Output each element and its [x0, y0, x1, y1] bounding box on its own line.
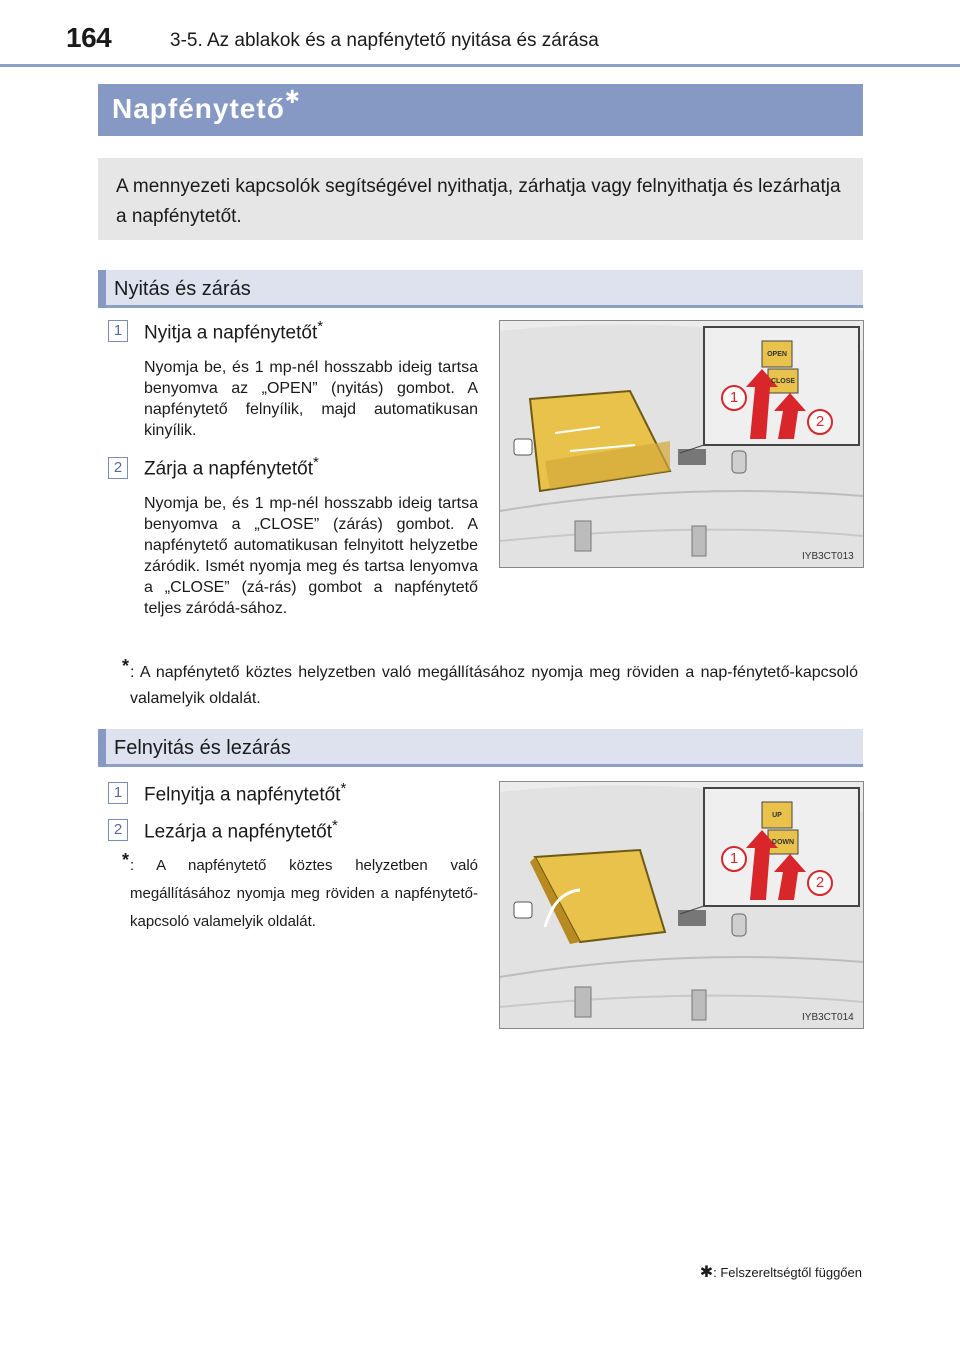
intro-box: A mennyezeti kapcsolók segítségével nyithatja, zárhatja vagy felnyithatja és lezárhatja a napfénytetőt.: [98, 158, 863, 240]
callout-2: 2: [807, 870, 833, 896]
close-button-label: CLOSE: [770, 378, 796, 385]
step-title: [144, 454, 319, 480]
light-icon: [514, 439, 532, 455]
step-title-text: Nyitja a napfénytetőt: [144, 322, 318, 344]
note-mark: *: [122, 850, 130, 870]
figure-code: IYB3CT013: [802, 551, 854, 562]
page-title: [112, 87, 301, 125]
down-button-label: DOWN: [771, 839, 795, 846]
footer-note: [700, 1262, 862, 1282]
note-text: : A napfénytető köztes helyzetben való megállításához nyomja meg röviden a napfénytető-kapcsoló valamelyik oldalát.: [130, 857, 478, 930]
light-icon: [514, 902, 532, 918]
step-title: [144, 318, 323, 344]
sunroof-illustration: [500, 782, 863, 1028]
note-text: : A napfénytető köztes helyzetben való megállításához nyomja meg röviden a nap-fénytető-kapcsoló valamelyik oldalát.: [130, 664, 858, 707]
step-title-text: Felnyitja a napfénytetőt: [144, 784, 341, 806]
step-star: *: [317, 318, 324, 335]
step-number: 1: [108, 782, 128, 804]
section-header-open-close: [98, 270, 863, 308]
open-button-label: OPEN: [767, 351, 787, 358]
sunroof-illustration: [500, 321, 863, 567]
title-star: ✱: [284, 87, 301, 107]
step-title-text: Zárja a napfénytetőt: [144, 458, 313, 480]
figure-code: IYB3CT014: [802, 1012, 854, 1023]
section-edge: [98, 270, 106, 308]
step-description: Nyomja be, és 1 mp-nél hosszabb ideig tartsa benyomva az „OPEN” (nyitás) gombot. A napfénytető felnyílik, majd automatikusan kinyílik.: [144, 359, 478, 439]
step-number: 1: [108, 320, 128, 342]
figure-open-close: [499, 320, 864, 568]
callout-1: 1: [721, 385, 747, 411]
up-button-label: UP: [772, 812, 782, 819]
step-title: [144, 780, 346, 806]
step-number: 2: [108, 457, 128, 479]
step-number: 2: [108, 819, 128, 841]
callout-1: 1: [721, 846, 747, 872]
step-star: *: [332, 817, 338, 834]
step-title-text: Lezárja a napfénytetőt: [144, 821, 333, 843]
footer-text: : Felszereltségtől függően: [713, 1265, 862, 1280]
title-bar: [98, 84, 863, 136]
section-header-tilt: [98, 729, 863, 767]
step-description: Nyomja be, és 1 mp-nél hosszabb ideig tartsa benyomva a „CLOSE” (zárás) gombot. A napfénytető automatikusan felnyitott helyzetbe záródik. Ismét nyomja meg és tartsa lenyomva a „CLOSE” (zá-rás) gombot a napfénytető teljes záródá-sához.: [144, 495, 478, 617]
page-number: 164: [66, 22, 112, 53]
header-rule: [0, 64, 960, 67]
figure-tilt: [499, 781, 864, 1029]
step-star: *: [340, 780, 347, 797]
chapter-title: 3-5. Az ablakok és a napfénytető nyitása és zárása: [170, 30, 599, 51]
footer-mark: ✱: [699, 1264, 714, 1281]
step-title: [144, 817, 338, 843]
note-mark: *: [122, 656, 130, 676]
step-star: *: [313, 454, 319, 471]
section-edge: [98, 729, 106, 767]
callout-2: 2: [807, 409, 833, 435]
section-heading: Felnyitás és lezárás: [114, 737, 291, 759]
page-title-text: Napfénytető: [112, 93, 285, 124]
section-heading: Nyitás és zárás: [114, 278, 251, 300]
